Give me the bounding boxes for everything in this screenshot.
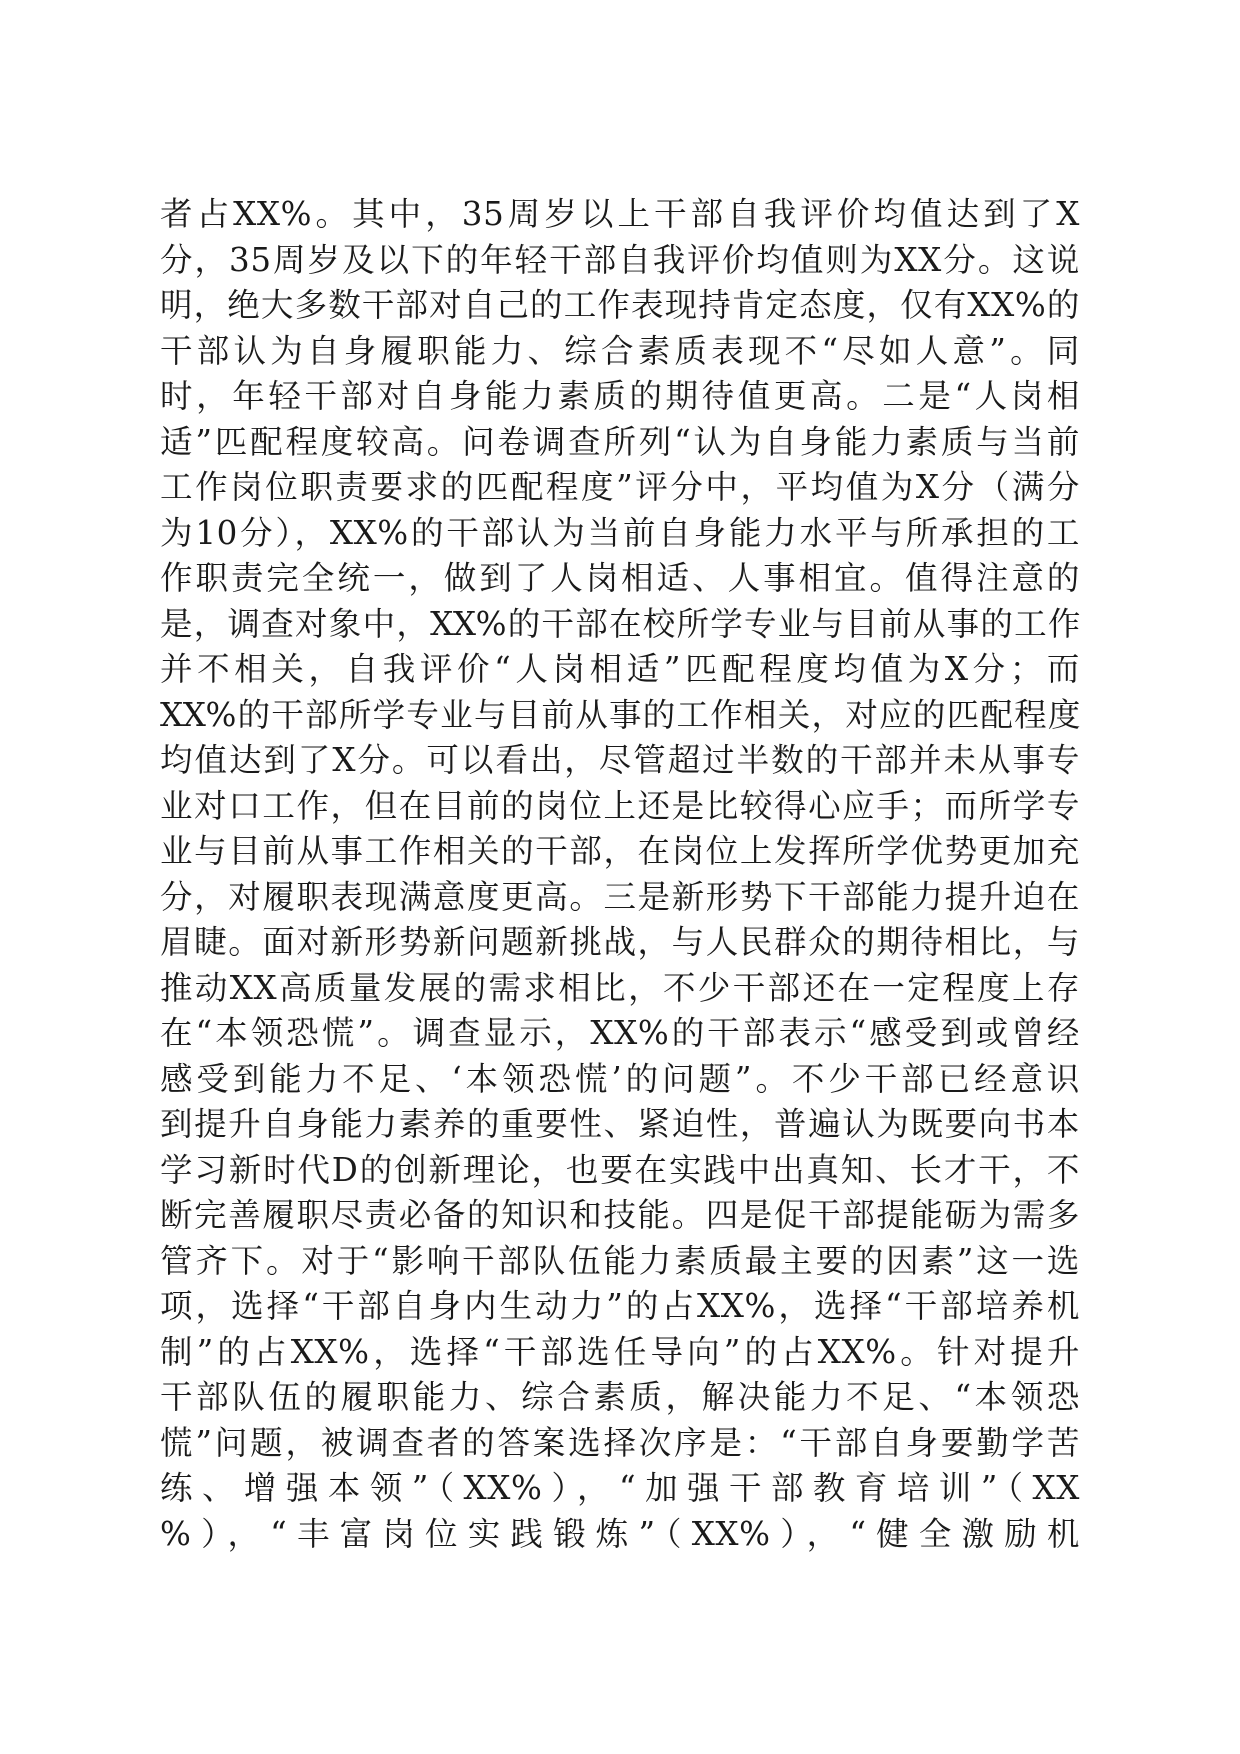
body-paragraph [160,192,1080,1557]
text-line: 管齐下。对于“影响干部队伍能力素质最主要的因素”这一选 [160,1241,1080,1280]
text-line: 到提升自身能力素养的重要性、紧迫性，普遍认为既要向书本 [160,1105,1080,1143]
text-line: 项，选择“干部自身内生动力”的占XX%，选择“干部培养机 [160,1287,1080,1325]
text-line: 分，35周岁及以下的年轻干部自我评价均值则为XX分。这说 [160,240,1080,279]
text-line: 干部队伍的履职能力、综合素质，解决能力不足、“本领恐 [160,1378,1080,1416]
text-line: 时，年轻干部对自身能力素质的期待值更高。二是“人岗相 [160,377,1080,415]
text-line: 断完善履职尽责必备的知识和技能。四是促干部提能砺为需多 [160,1196,1080,1234]
text-line: 并不相关，自我评价“人岗相适”匹配程度均值为X分；而 [160,650,1080,688]
text-line: 为10分），XX%的干部认为当前自身能力水平与所承担的工 [160,513,1080,552]
text-line: 学习新时代D的创新理论，也要在实践中出真知、长才干，不 [160,1150,1080,1189]
text-line: 制”的占XX%，选择“干部选任导向”的占XX%。针对提升 [160,1332,1080,1371]
text-line: 者占XX%。其中，35周岁以上干部自我评价均值达到了X [160,195,1080,233]
text-line: 在“本领恐慌”。调查显示，XX%的干部表示“感受到或曾经 [160,1014,1080,1052]
text-line: 感受到能力不足、‘本领恐慌’的问题”。不少干部已经意识 [160,1059,1080,1098]
text-line: 工作岗位职责要求的匹配程度”评分中，平均值为X分（满分 [160,468,1080,506]
text-line: %），“丰富岗位实践锻炼”（XX%），“健全激励机 [160,1514,1080,1553]
text-line: 干部认为自身履职能力、综合素质表现不“尽如人意”。同 [160,331,1080,370]
text-line: 分，对履职表现满意度更高。三是新形势下干部能力提升迫在 [160,877,1080,916]
text-line: 推动XX高质量发展的需求相比，不少干部还在一定程度上存 [160,968,1080,1007]
text-line: 明，绝大多数干部对自己的工作表现持肯定态度，仅有XX%的 [160,286,1080,324]
text-line: 业对口工作，但在目前的岗位上还是比较得心应手；而所学专 [160,786,1080,825]
text-line: 作职责完全统一，做到了人岗相适、人事相宜。值得注意的 [160,559,1080,597]
text-line: 慌”问题，被调查者的答案选择次序是：“干部自身要勤学苦 [160,1423,1080,1462]
text-line: 业与目前从事工作相关的干部，在岗位上发挥所学优势更加充 [160,832,1080,870]
text-line: 眉睫。面对新形势新问题新挑战，与人民群众的期待相比，与 [160,923,1080,961]
text-line: 练、增强本领”（XX%），“加强干部教育培训”（XX [160,1469,1080,1507]
text-line: XX%的干部所学专业与目前从事的工作相关，对应的匹配程度 [160,695,1080,734]
text-line: 均值达到了X分。可以看出，尽管超过半数的干部并未从事专 [160,741,1080,779]
text-line: 适”匹配程度较高。问卷调查所列“认为自身能力素质与当前 [160,422,1080,461]
text-line: 是，调查对象中，XX%的干部在校所学专业与目前从事的工作 [160,604,1080,643]
